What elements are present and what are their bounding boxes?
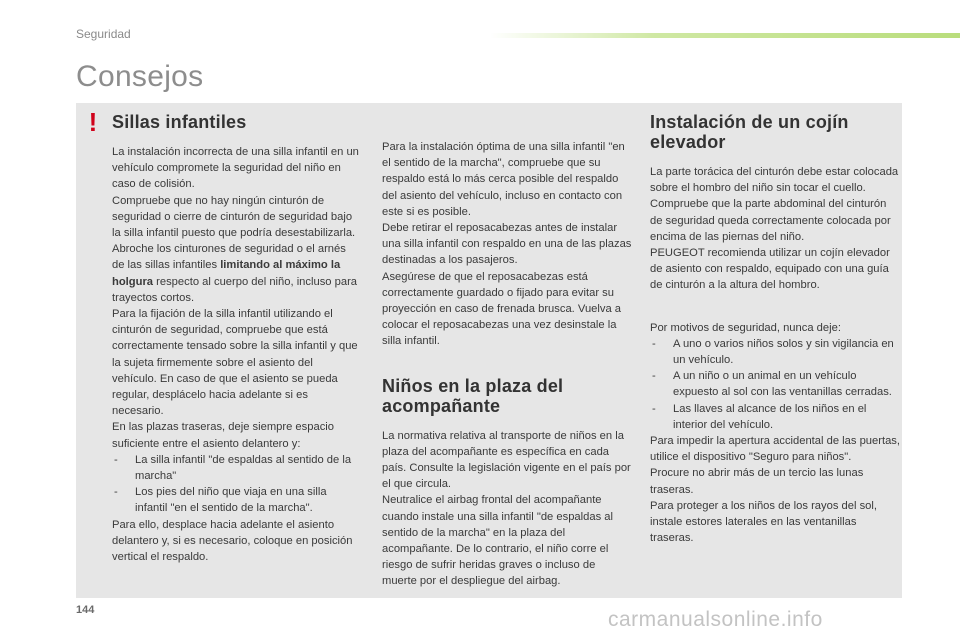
spacer — [650, 294, 900, 320]
watermark: carmanualsonline.info — [608, 608, 823, 631]
column-booster-seat — [650, 112, 900, 546]
paragraph: La parte torácica del cinturón debe estar colocada sobre el hombro del niño sin tocar el cuello. — [650, 166, 899, 195]
paragraph: Para la instalación óptima de una silla infantil "en el sentido de la marcha", compruebe que su respaldo está lo más cerca posible del respaldo del asiento del vehículo, incluso en contacto con este si es posible. — [382, 141, 625, 218]
paragraph — [112, 241, 360, 306]
list-item: - A un niño o un animal en un vehículo expuesto al sol con las ventanillas cerradas. — [650, 368, 900, 400]
paragraph: La instalación incorrecta de una silla infantil en un vehículo compromete la seguridad del niño en caso de colisión. — [112, 146, 359, 191]
list-item: - Los pies del niño que viaja en una silla infantil "en el sentido de la marcha". — [112, 484, 360, 516]
heading-booster-seat: Instalación de un cojín elevador — [650, 112, 849, 152]
paragraph: Procure no abrir más de un tercio las lunas traseras. — [650, 467, 864, 496]
paragraph: Compruebe que no hay ningún cinturón de seguridad o cierre de cinturón de seguridad bajo la silla infantil puesto que podría desestabilizarla. — [112, 194, 356, 240]
heading-front-passenger: Niños en la plaza del acompañante — [382, 375, 564, 416]
paragraph: Compruebe que la parte abdominal del cinturón de seguridad queda correctamente colocada por encima de las piernas del niño. — [650, 198, 891, 243]
spacer — [382, 350, 632, 376]
page-number: 144 — [76, 604, 95, 616]
warning-icon: ! — [88, 107, 98, 137]
column-middle — [382, 139, 632, 590]
list — [112, 452, 360, 517]
paragraph: Para la fijación de la silla infantil utilizando el cinturón de seguridad, compruebe que está correctamente tensado sobre la silla infantil y que la sujeta firmemente sobre el asiento del vehículo. En caso de que el asiento se pueda regular, desplácelo hacia adelante si es necesario. — [112, 308, 358, 418]
section-label: Seguridad — [76, 27, 131, 41]
header-stripe — [490, 33, 960, 38]
list-item: - La silla infantil "de espaldas al sentido de la marcha" — [112, 452, 360, 484]
paragraph: Para impedir la apertura accidental de las puertas, utilice el dispositivo "Seguro para niños". — [650, 435, 900, 464]
paragraph: La normativa relativa al transporte de niños en la plaza del acompañante es específica en cada país. Consulte la legislación vigente en el país por el que circula. — [382, 429, 631, 491]
paragraph: PEUGEOT recomienda utilizar un cojín elevador de asiento con respaldo, equipado con una guía de cinturón a la altura del hombro. — [650, 247, 890, 292]
list-item: - Las llaves al alcance de los niños en el interior del vehículo. — [650, 401, 900, 433]
list — [650, 336, 900, 433]
paragraph: En las plazas traseras, deje siempre espacio suficiente entre el asiento delantero y: — [112, 421, 334, 450]
paragraph: Debe retirar el reposacabezas antes de instalar una silla infantil con respaldo en una de las plazas destinadas a los pasajeros. — [382, 222, 632, 267]
paragraph: Por motivos de seguridad, nunca deje: — [650, 321, 841, 334]
page-title: Consejos — [76, 60, 204, 93]
bold-text: limitando al máximo la holgura — [112, 259, 341, 288]
heading-child-seats: Sillas infantiles — [112, 112, 247, 132]
text: respecto al cuerpo del niño, incluso para trayectos cortos. — [112, 275, 358, 304]
paragraph: Para proteger a los niños de los rayos del sol, instale estores laterales en las ventanillas traseras. — [650, 499, 877, 545]
list-item: - A uno o varios niños solos y sin vigilancia en un vehículo. — [650, 336, 900, 368]
column-child-seats — [112, 112, 360, 565]
paragraph: Asegúrese de que el reposacabezas está correctamente guardado o fijado para evitar su proyección en caso de frenada brusca. Vuelva a colocar el reposacabezas una vez desinstale la silla infantil. — [382, 270, 622, 348]
text: Abroche los cinturones de seguridad o el arnés de las sillas infantiles — [112, 243, 346, 272]
paragraph: Para ello, desplace hacia adelante el asiento delantero y, si es necesario, coloque en posición vertical el respaldo. — [112, 518, 353, 564]
paragraph: Neutralice el airbag frontal del acompañante cuando instale una silla infantil "de espaldas al sentido de la marcha" en la plaza del acompañante. De lo contrario, el niño corre el riesgo de sufrir heridas graves o incluso de muerte por el despliegue del airbag. — [382, 494, 613, 588]
